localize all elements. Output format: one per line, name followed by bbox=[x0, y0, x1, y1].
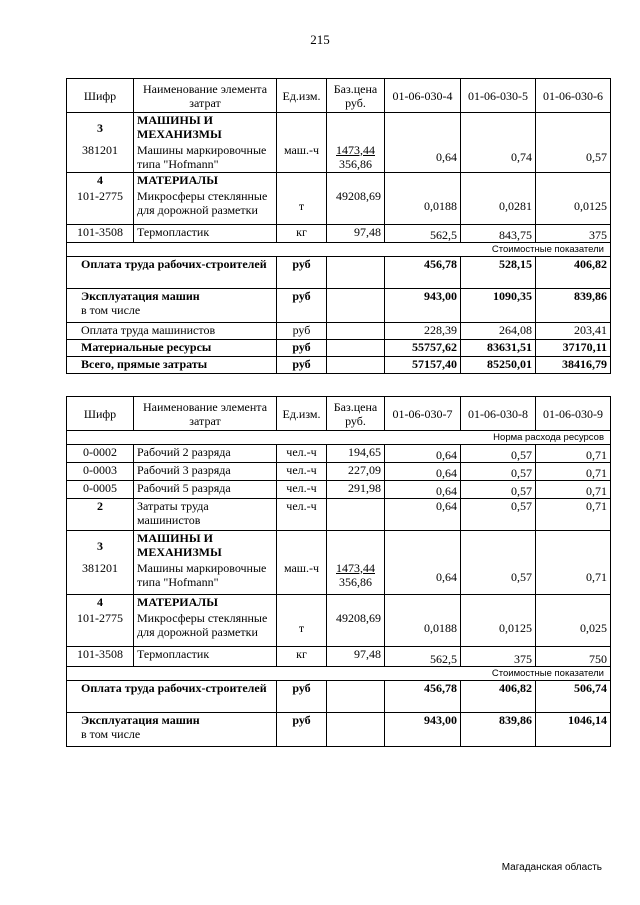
cost-indicators-note: Стоимостные показатели bbox=[67, 667, 611, 681]
resource-price: 97,48 bbox=[327, 225, 385, 243]
col-header-norm-3: 01-06-030-6 bbox=[536, 79, 611, 113]
norm-value: 0,64 bbox=[385, 463, 461, 481]
cost-subnote: в том числе bbox=[81, 303, 141, 317]
table-row bbox=[67, 445, 611, 463]
section-title: МАШИНЫ И МЕХАНИЗМЫ bbox=[134, 113, 277, 143]
norm-value: 562,5 bbox=[385, 225, 461, 243]
resource-name: Машины маркировочные типа "Hofmann" bbox=[134, 561, 277, 595]
resource-code: 381201 bbox=[67, 143, 134, 173]
norm-value: 0,64 bbox=[385, 481, 461, 499]
cost-unit: руб bbox=[277, 681, 327, 713]
cost-name: Эксплуатация машин bbox=[81, 713, 200, 727]
resource-name: Рабочий 3 разряда bbox=[134, 463, 277, 481]
cost-note-row bbox=[67, 243, 611, 257]
col-header-norm-2: 01-06-030-8 bbox=[461, 397, 536, 431]
table-header-row bbox=[67, 79, 611, 113]
cost-name: Оплата труда рабочих-строителей bbox=[67, 681, 277, 713]
cost-name: Оплата труда рабочих-строителей bbox=[67, 257, 277, 289]
resource-price: 97,48 bbox=[327, 647, 385, 667]
resource-unit: маш.-ч bbox=[277, 143, 327, 173]
table-row bbox=[67, 225, 611, 243]
price-top: 1473,44 bbox=[336, 560, 375, 575]
resource-name: Рабочий 5 разряда bbox=[134, 481, 277, 499]
cost-value: 57157,40 bbox=[385, 357, 461, 374]
section-code: 3 bbox=[67, 113, 134, 143]
norm-value: 0,71 bbox=[536, 463, 611, 481]
cost-unit: руб bbox=[277, 713, 327, 747]
section-title: МАТЕРИАЛЫ bbox=[134, 595, 277, 611]
cost-value: 406,82 bbox=[536, 257, 611, 289]
cost-name: Материальные ресурсы bbox=[67, 340, 277, 357]
section-row bbox=[67, 531, 611, 561]
col-header-code: Шифр bbox=[67, 397, 134, 431]
norm-value: 375 bbox=[461, 647, 536, 667]
cost-value: 1046,14 bbox=[536, 713, 611, 747]
page-number: 215 bbox=[310, 32, 330, 47]
cost-value: 55757,62 bbox=[385, 340, 461, 357]
resource-price: 227,09 bbox=[327, 463, 385, 481]
section-row bbox=[67, 173, 611, 189]
cost-row bbox=[67, 713, 611, 747]
resource-name: Микросферы стеклянные для дорожной разметки bbox=[134, 611, 277, 647]
resource-price bbox=[327, 561, 385, 595]
norm-note: Норма расхода ресурсов bbox=[67, 431, 611, 445]
resource-code: 101-3508 bbox=[67, 225, 134, 243]
resource-unit: чел.-ч bbox=[277, 481, 327, 499]
cost-value: 203,41 bbox=[536, 323, 611, 340]
resource-code: 0-0003 bbox=[67, 463, 134, 481]
cost-value: 37170,11 bbox=[536, 340, 611, 357]
col-header-norm-1: 01-06-030-4 bbox=[385, 79, 461, 113]
resource-unit: чел.-ч bbox=[277, 463, 327, 481]
norm-value: 0,0281 bbox=[461, 189, 536, 225]
resource-unit: чел.-ч bbox=[277, 499, 327, 531]
cost-name: Эксплуатация машин bbox=[81, 289, 200, 303]
cost-unit: руб bbox=[277, 323, 327, 340]
cost-unit: руб bbox=[277, 340, 327, 357]
table-row bbox=[67, 189, 611, 225]
norm-value: 0,0125 bbox=[461, 611, 536, 647]
col-header-price: Баз.цена руб. bbox=[327, 397, 385, 431]
resource-price: 49208,69 bbox=[327, 611, 385, 647]
resource-price: 49208,69 bbox=[327, 189, 385, 225]
resource-name: Термопластик bbox=[134, 647, 277, 667]
norm-value: 375 bbox=[536, 225, 611, 243]
resource-code: 0-0002 bbox=[67, 445, 134, 463]
price-bottom: 356,86 bbox=[339, 156, 372, 171]
cost-value: 38416,79 bbox=[536, 357, 611, 374]
cost-subnote: в том числе bbox=[81, 727, 141, 741]
section-row bbox=[67, 595, 611, 611]
table-row bbox=[67, 463, 611, 481]
cost-value: 456,78 bbox=[385, 681, 461, 713]
resource-code: 0-0005 bbox=[67, 481, 134, 499]
resource-name: Машины маркировочные типа "Hofmann" bbox=[134, 143, 277, 173]
cost-name: Оплата труда машинистов bbox=[67, 323, 277, 340]
resource-name: Рабочий 2 разряда bbox=[134, 445, 277, 463]
resource-code: 101-2775 bbox=[67, 611, 134, 647]
cost-value: 839,86 bbox=[536, 289, 611, 323]
norm-value: 843,75 bbox=[461, 225, 536, 243]
resource-price bbox=[327, 143, 385, 173]
cost-value: 528,15 bbox=[461, 257, 536, 289]
resource-code: 101-3508 bbox=[67, 647, 134, 667]
resource-unit: маш.-ч bbox=[277, 561, 327, 595]
norm-value: 0,74 bbox=[461, 143, 536, 173]
price-bottom: 356,86 bbox=[339, 574, 372, 589]
resource-unit: кг bbox=[277, 225, 327, 243]
resource-price: 291,98 bbox=[327, 481, 385, 499]
col-header-unit: Ед.изм. bbox=[277, 79, 327, 113]
norm-value: 0,64 bbox=[385, 143, 461, 173]
col-header-norm-3: 01-06-030-9 bbox=[536, 397, 611, 431]
cost-row bbox=[67, 323, 611, 340]
footer-region: Магаданская область bbox=[501, 862, 602, 873]
col-header-norm-2: 01-06-030-5 bbox=[461, 79, 536, 113]
cost-note-row bbox=[67, 667, 611, 681]
resource-code: 381201 bbox=[67, 561, 134, 595]
norm-value: 0,71 bbox=[536, 481, 611, 499]
cost-value: 456,78 bbox=[385, 257, 461, 289]
col-header-name: Наименование элемента затрат bbox=[134, 79, 277, 113]
cost-row bbox=[67, 257, 611, 289]
cost-value: 1090,35 bbox=[461, 289, 536, 323]
norm-value: 0,0188 bbox=[385, 189, 461, 225]
cost-value: 839,86 bbox=[461, 713, 536, 747]
resource-unit: т bbox=[277, 189, 327, 225]
col-header-unit: Ед.изм. bbox=[277, 397, 327, 431]
norm-value: 0,57 bbox=[461, 499, 536, 531]
cost-name: Всего, прямые затраты bbox=[67, 357, 277, 374]
table-row bbox=[67, 143, 611, 173]
cost-indicators-note: Стоимостные показатели bbox=[67, 243, 611, 257]
cost-value: 264,08 bbox=[461, 323, 536, 340]
norm-value: 0,71 bbox=[536, 499, 611, 531]
norm-value: 0,64 bbox=[385, 445, 461, 463]
cost-unit: руб bbox=[277, 257, 327, 289]
cost-value: 83631,51 bbox=[461, 340, 536, 357]
col-header-name: Наименование элемента затрат bbox=[134, 397, 277, 431]
norm-value: 0,71 bbox=[536, 561, 611, 595]
cost-name-cell bbox=[67, 289, 277, 323]
cost-unit: руб bbox=[277, 357, 327, 374]
table-row bbox=[67, 481, 611, 499]
norm-note-row bbox=[67, 431, 611, 445]
cost-row bbox=[67, 340, 611, 357]
norm-value: 0,64 bbox=[385, 499, 461, 531]
resource-name: Термопластик bbox=[134, 225, 277, 243]
col-header-norm-1: 01-06-030-7 bbox=[385, 397, 461, 431]
cost-value: 85250,01 bbox=[461, 357, 536, 374]
section-row bbox=[67, 113, 611, 143]
cost-row bbox=[67, 681, 611, 713]
cost-value: 228,39 bbox=[385, 323, 461, 340]
resource-unit: чел.-ч bbox=[277, 445, 327, 463]
cost-row bbox=[67, 357, 611, 374]
norm-value: 0,57 bbox=[461, 481, 536, 499]
norm-value: 0,0188 bbox=[385, 611, 461, 647]
norm-value: 750 bbox=[536, 647, 611, 667]
resource-name: Микросферы стеклянные для дорожной разметки bbox=[134, 189, 277, 225]
norm-value: 0,0125 bbox=[536, 189, 611, 225]
section-code: 4 bbox=[67, 173, 134, 189]
resource-name: Затраты труда машинистов bbox=[134, 499, 277, 531]
section-title: МАШИНЫ И МЕХАНИЗМЫ bbox=[134, 531, 277, 561]
section-code: 4 bbox=[67, 595, 134, 611]
price-top: 1473,44 bbox=[336, 142, 375, 157]
resource-unit: т bbox=[277, 611, 327, 647]
resource-code: 101-2775 bbox=[67, 189, 134, 225]
norm-value: 0,57 bbox=[536, 143, 611, 173]
table-header-row bbox=[67, 397, 611, 431]
table-row bbox=[67, 611, 611, 647]
section-title: МАТЕРИАЛЫ bbox=[134, 173, 277, 189]
norm-value: 0,64 bbox=[385, 561, 461, 595]
resource-price: 194,65 bbox=[327, 445, 385, 463]
col-header-price: Баз.цена руб. bbox=[327, 79, 385, 113]
norm-value: 562,5 bbox=[385, 647, 461, 667]
cost-value: 943,00 bbox=[385, 289, 461, 323]
table-row bbox=[67, 647, 611, 667]
cost-value: 943,00 bbox=[385, 713, 461, 747]
cost-unit: руб bbox=[277, 289, 327, 323]
resource-table-1 bbox=[66, 78, 611, 374]
table-row bbox=[67, 561, 611, 595]
resource-unit: кг bbox=[277, 647, 327, 667]
cost-row bbox=[67, 289, 611, 323]
resource-table-2 bbox=[66, 396, 611, 747]
norm-value: 0,57 bbox=[461, 463, 536, 481]
section-code: 3 bbox=[67, 531, 134, 561]
cost-value: 406,82 bbox=[461, 681, 536, 713]
resource-code: 2 bbox=[67, 499, 134, 531]
cost-name-cell bbox=[67, 713, 277, 747]
cost-value: 506,74 bbox=[536, 681, 611, 713]
norm-value: 0,71 bbox=[536, 445, 611, 463]
col-header-code: Шифр bbox=[67, 79, 134, 113]
norm-value: 0,57 bbox=[461, 561, 536, 595]
norm-value: 0,025 bbox=[536, 611, 611, 647]
norm-value: 0,57 bbox=[461, 445, 536, 463]
table-row bbox=[67, 499, 611, 531]
